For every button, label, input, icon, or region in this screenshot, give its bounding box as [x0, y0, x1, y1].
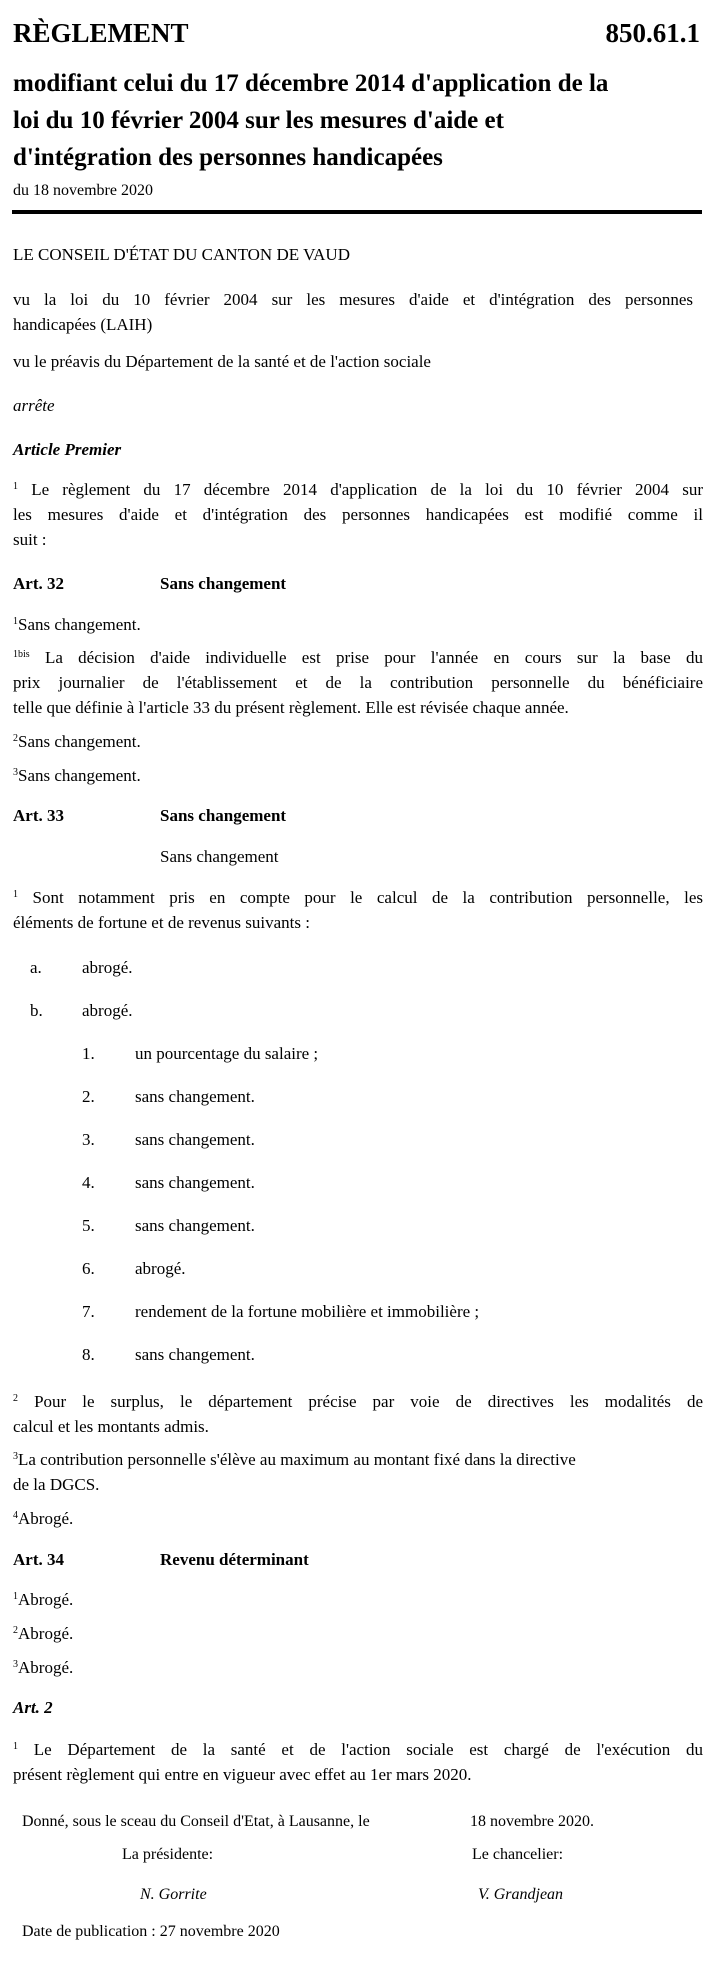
item-text: sans changement.: [135, 1173, 255, 1192]
art-32-number: Art. 32: [13, 574, 64, 593]
art-33-al2-line-1: $^2$ Pour le surplus, le département précise par voie de directives les modalités de: [13, 1392, 703, 1411]
document-title-line-1: modifiant celui du 17 décembre 2014 d'application de la: [13, 70, 609, 97]
president-name: N. Gorrite: [140, 1886, 207, 1903]
vu-loi-line-1: vu la loi du 10 février 2004 sur les mesures d'aide et d'intégration des personnes: [13, 290, 693, 309]
item-text: sans changement.: [135, 1345, 255, 1364]
item-text: rendement de la fortune mobilière et immobilière ;: [135, 1302, 480, 1321]
letter-label: b.: [30, 1001, 43, 1020]
art-34-al1: $^1$Abrogé.: [13, 1590, 74, 1609]
letter-label: a.: [30, 958, 42, 977]
art-32-title: Sans changement: [160, 574, 287, 593]
letter-text: abrogé.: [82, 958, 133, 977]
art-32-al2: $^2$Sans changement.: [13, 732, 141, 751]
art-2-heading: Art. 2: [13, 1698, 53, 1717]
article-premier-heading: Article Premier: [13, 440, 122, 459]
vu-preavis: vu le préavis du Département de la santé et de l'action sociale: [13, 352, 431, 371]
art-33-al1-line-2: éléments de fortune et de revenus suivants :: [13, 913, 310, 932]
art-2-al1-line-1: $^1$ Le Département de la santé et de l'action sociale est chargé de l'exécution du: [13, 1740, 703, 1759]
art-34-title: Revenu déterminant: [160, 1550, 309, 1569]
arrete: arrête: [13, 396, 55, 415]
item-text: un pourcentage du salaire ;: [135, 1044, 319, 1063]
document-type: RÈGLEMENT: [13, 18, 189, 48]
item-text: sans changement.: [135, 1130, 255, 1149]
article-premier-al1-line-1: $^1$ Le règlement du 17 décembre 2014 d'application de la loi du 10 février 2004 sur: [13, 480, 704, 499]
president-role: La présidente:: [122, 1846, 214, 1863]
item-label: 2.: [82, 1087, 95, 1106]
vu-loi-line-2: handicapées (LAIH): [13, 315, 153, 334]
item-label: 5.: [82, 1216, 95, 1235]
item-label: 1.: [82, 1044, 95, 1063]
art-32-al1bis-line-3: telle que définie à l'article 33 du présent règlement. Elle est révisée chaque année.: [13, 698, 569, 717]
article-premier-al1-line-3: suit :: [13, 530, 47, 549]
art-32-al1: $^1$Sans changement.: [13, 615, 141, 634]
article-premier-al1-line-2: les mesures d'aide et d'intégration des personnes handicapées est modifié comme il: [13, 505, 703, 524]
art-32-al1bis-line-1: $^{1bis}$ La décision d'aide individuelle est prise pour l'année en cours sur la base du: [13, 648, 703, 667]
publication-date: Date de publication : 27 novembre 2020: [22, 1923, 280, 1940]
art-33-al3-line-1: $^3$La contribution personnelle s'élève au maximum au montant fixé dans la directive: [13, 1450, 576, 1469]
document-title-line-2: loi du 10 février 2004 sur les mesures d'aide et: [13, 107, 504, 134]
item-text: sans changement.: [135, 1216, 255, 1235]
art-32-al1bis-line-2: prix journalier de l'établissement et de la contribution personnelle du bénéficiaire: [13, 673, 703, 692]
given-date: 18 novembre 2020.: [470, 1813, 594, 1830]
item-label: 7.: [82, 1302, 95, 1321]
alinea-number: 1: [13, 481, 18, 492]
document-date: du 18 novembre 2020: [13, 182, 153, 199]
art-34-al3: $^3$Abrogé.: [13, 1658, 74, 1677]
art-33-al1-line-1: $^1$ Sont notamment pris en compte pour le calcul de la contribution personnelle, les: [13, 888, 703, 907]
art-33-subtitle: Sans changement: [160, 847, 279, 866]
given-at: Donné, sous le sceau du Conseil d'Etat, à Lausanne, le: [22, 1813, 370, 1830]
item-text: abrogé.: [135, 1259, 186, 1278]
item-label: 4.: [82, 1173, 95, 1192]
item-label: 6.: [82, 1259, 95, 1278]
art-33-number: Art. 33: [13, 806, 64, 825]
art-33-al3-line-2: de la DGCS.: [13, 1475, 100, 1494]
item-label: 8.: [82, 1345, 95, 1364]
art-33-title: Sans changement: [160, 806, 287, 825]
authority: LE CONSEIL D'ÉTAT DU CANTON DE VAUD: [13, 245, 350, 264]
chancellor-name: V. Grandjean: [478, 1886, 564, 1903]
chancellor-role: Le chancelier:: [472, 1846, 564, 1863]
letter-text: abrogé.: [82, 1001, 133, 1020]
item-text: sans changement.: [135, 1087, 255, 1106]
document-title-line-3: d'intégration des personnes handicapées: [13, 144, 443, 171]
art-33-al4: $^4$Abrogé.: [13, 1509, 74, 1528]
art-34-number: Art. 34: [13, 1550, 64, 1569]
art-32-al3: $^3$Sans changement.: [13, 766, 141, 785]
header-divider: [12, 210, 702, 214]
art-34-al2: $^2$Abrogé.: [13, 1624, 74, 1643]
document-number: 850.61.1: [605, 18, 700, 48]
art-2-al1-line-2: présent règlement qui entre en vigueur avec effet au 1er mars 2020.: [13, 1765, 472, 1784]
art-33-al2-line-2: calcul et les montants admis.: [13, 1417, 209, 1436]
item-label: 3.: [82, 1130, 95, 1149]
